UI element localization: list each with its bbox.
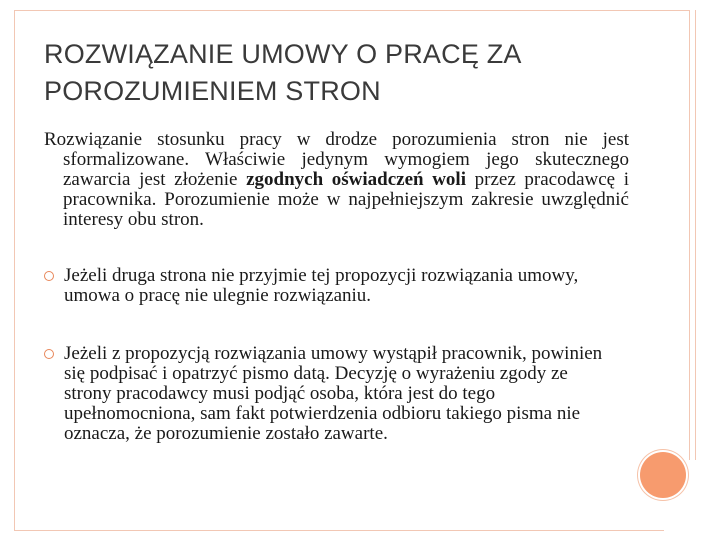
orange-circle-decoration xyxy=(640,452,686,498)
intro-text-end: przez pracodawcę i pracownika. Porozumienie może w najpełniejszym zakresie uwzględnić interesy obu stron. xyxy=(63,169,629,230)
bullet-text: Jeżeli z propozycją rozwiązania umowy wystąpił pracownik, powinien się podpisać i opatrzyć pismo datą. Decyzję o wyrażeniu zgody ze strony pracodawcy musi podjąć osoba, która jest do tego upełnomocniona, sam fakt potwierdzenia odbioru takiego pisma nie oznacza, że porozumienie zostało zawarte. xyxy=(64,343,603,444)
frame-right-line-inner xyxy=(695,10,696,460)
frame-right-line xyxy=(689,10,690,460)
intro-bold-phrase: zgodnych oświadczeń woli xyxy=(246,169,466,190)
frame-bottom-line xyxy=(14,530,664,531)
bullet-list xyxy=(44,266,610,444)
bullet-item xyxy=(44,266,610,306)
intro-paragraph xyxy=(44,130,629,230)
hollow-circle-bullet-icon xyxy=(44,349,54,359)
intro-text-start: Rozwiązanie stosunku pracy w drodze porozumienia stron nie jest sformalizowane. Właściwie jedynym wymogiem jego skutecznego zawarcia jest złożenie xyxy=(44,129,629,190)
hollow-circle-bullet-icon xyxy=(44,271,54,281)
slide-title: ROZWIĄZANIE UMOWY O PRACĘ ZA POROZUMIENIEM STRON xyxy=(44,39,521,106)
frame-top-line xyxy=(14,10,689,11)
frame-left-line xyxy=(14,10,15,530)
bullet-item xyxy=(44,344,610,444)
bullet-text: Jeżeli druga strona nie przyjmie tej propozycji rozwiązania umowy, umowa o pracę nie ulegnie rozwiązaniu. xyxy=(64,265,579,306)
